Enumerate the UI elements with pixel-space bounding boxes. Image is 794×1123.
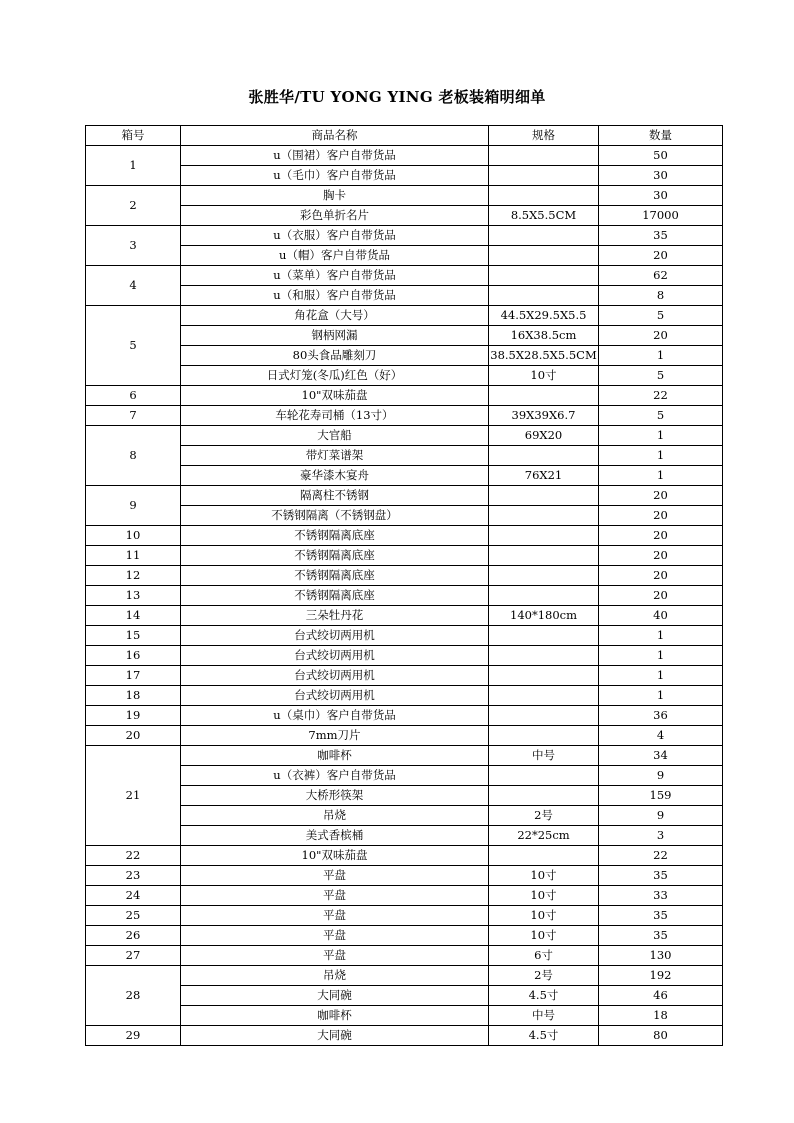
box-number-cell: 17: [86, 666, 181, 686]
table-row: [86, 946, 723, 966]
spec-cell: 140*180cm: [489, 606, 599, 626]
box-number-cell: 27: [86, 946, 181, 966]
table-row: [86, 146, 723, 166]
table-row: [86, 546, 723, 566]
box-number-cell: 24: [86, 886, 181, 906]
spec-cell: 4.5寸: [489, 986, 599, 1006]
quantity-cell: 1: [599, 346, 723, 366]
box-number-cell: 5: [86, 306, 181, 386]
table-row: [86, 846, 723, 866]
spec-cell: [489, 726, 599, 746]
product-name-cell: 台式绞切两用机: [181, 686, 489, 706]
product-name-cell: u（围裙）客户自带货品: [181, 146, 489, 166]
box-number-cell: 8: [86, 426, 181, 486]
spec-cell: 8.5X5.5CM: [489, 206, 599, 226]
quantity-cell: 4: [599, 726, 723, 746]
quantity-cell: 159: [599, 786, 723, 806]
product-name-cell: u（菜单）客户自带货品: [181, 266, 489, 286]
box-number-cell: 20: [86, 726, 181, 746]
header-spec: 规格: [489, 126, 599, 146]
quantity-cell: 33: [599, 886, 723, 906]
product-name-cell: 台式绞切两用机: [181, 666, 489, 686]
product-name-cell: u（和服）客户自带货品: [181, 286, 489, 306]
quantity-cell: 1: [599, 666, 723, 686]
spec-cell: [489, 846, 599, 866]
spec-cell: [489, 186, 599, 206]
table-row: [86, 206, 723, 226]
quantity-cell: 17000: [599, 206, 723, 226]
table-row: [86, 226, 723, 246]
quantity-cell: 35: [599, 906, 723, 926]
quantity-cell: 1: [599, 446, 723, 466]
product-name-cell: 平盘: [181, 926, 489, 946]
box-number-cell: 13: [86, 586, 181, 606]
spec-cell: 38.5X28.5X5.5CM: [489, 346, 599, 366]
quantity-cell: 1: [599, 426, 723, 446]
table-row: [86, 186, 723, 206]
quantity-cell: 36: [599, 706, 723, 726]
box-number-cell: 4: [86, 266, 181, 306]
quantity-cell: 22: [599, 846, 723, 866]
box-number-cell: 25: [86, 906, 181, 926]
spec-cell: [489, 226, 599, 246]
quantity-cell: 30: [599, 166, 723, 186]
product-name-cell: 钢柄网漏: [181, 326, 489, 346]
quantity-cell: 40: [599, 606, 723, 626]
quantity-cell: 1: [599, 686, 723, 706]
box-number-cell: 16: [86, 646, 181, 666]
table-header-row: [86, 126, 723, 146]
box-number-cell: 29: [86, 1026, 181, 1046]
product-name-cell: 车轮花寿司桶（13寸）: [181, 406, 489, 426]
quantity-cell: 50: [599, 146, 723, 166]
quantity-cell: 9: [599, 806, 723, 826]
product-name-cell: 吊烧: [181, 806, 489, 826]
spec-cell: 69X20: [489, 426, 599, 446]
spec-cell: 10寸: [489, 906, 599, 926]
table-row: [86, 506, 723, 526]
product-name-cell: 大同碗: [181, 1026, 489, 1046]
spec-cell: 中号: [489, 1006, 599, 1026]
quantity-cell: 8: [599, 286, 723, 306]
table-row: [86, 886, 723, 906]
table-row: [86, 486, 723, 506]
spec-cell: [489, 646, 599, 666]
box-number-cell: 7: [86, 406, 181, 426]
quantity-cell: 80: [599, 1026, 723, 1046]
table-row: [86, 866, 723, 886]
table-row: [86, 366, 723, 386]
table-row: [86, 966, 723, 986]
product-name-cell: 大同碗: [181, 986, 489, 1006]
spec-cell: 39X39X6.7: [489, 406, 599, 426]
quantity-cell: 5: [599, 366, 723, 386]
product-name-cell: 咖啡杯: [181, 746, 489, 766]
product-name-cell: 美式香槟桶: [181, 826, 489, 846]
table-row: [86, 406, 723, 426]
spec-cell: 16X38.5cm: [489, 326, 599, 346]
header-box-number: 箱号: [86, 126, 181, 146]
spec-cell: [489, 786, 599, 806]
table-row: [86, 606, 723, 626]
table-row: [86, 626, 723, 646]
box-number-cell: 12: [86, 566, 181, 586]
box-number-cell: 22: [86, 846, 181, 866]
product-name-cell: 吊烧: [181, 966, 489, 986]
box-number-cell: 28: [86, 966, 181, 1026]
spec-cell: 10寸: [489, 866, 599, 886]
spec-cell: 44.5X29.5X5.5: [489, 306, 599, 326]
spec-cell: [489, 266, 599, 286]
box-number-cell: 11: [86, 546, 181, 566]
spec-cell: [489, 666, 599, 686]
box-number-cell: 18: [86, 686, 181, 706]
box-number-cell: 3: [86, 226, 181, 266]
table-row: [86, 706, 723, 726]
spec-cell: 4.5寸: [489, 1026, 599, 1046]
quantity-cell: 20: [599, 326, 723, 346]
spec-cell: 10寸: [489, 926, 599, 946]
spec-cell: [489, 626, 599, 646]
table-row: [86, 646, 723, 666]
product-name-cell: 平盘: [181, 886, 489, 906]
product-name-cell: 不锈钢隔离底座: [181, 566, 489, 586]
box-number-cell: 6: [86, 386, 181, 406]
quantity-cell: 20: [599, 506, 723, 526]
product-name-cell: 带灯菜谱架: [181, 446, 489, 466]
product-name-cell: 10"双味茄盘: [181, 386, 489, 406]
product-name-cell: 大桥形筷架: [181, 786, 489, 806]
header-quantity: 数量: [599, 126, 723, 146]
table-row: [86, 906, 723, 926]
table-row: [86, 246, 723, 266]
spec-cell: 76X21: [489, 466, 599, 486]
spec-cell: [489, 166, 599, 186]
quantity-cell: 3: [599, 826, 723, 846]
quantity-cell: 18: [599, 1006, 723, 1026]
quantity-cell: 20: [599, 526, 723, 546]
box-number-cell: 26: [86, 926, 181, 946]
product-name-cell: 台式绞切两用机: [181, 626, 489, 646]
box-number-cell: 19: [86, 706, 181, 726]
product-name-cell: 日式灯笼(冬瓜)红色（好）: [181, 366, 489, 386]
quantity-cell: 5: [599, 406, 723, 426]
product-name-cell: 三朵牡丹花: [181, 606, 489, 626]
quantity-cell: 20: [599, 486, 723, 506]
table-row: [86, 686, 723, 706]
table-row: [86, 746, 723, 766]
product-name-cell: u（桌巾）客户自带货品: [181, 706, 489, 726]
spec-cell: 6寸: [489, 946, 599, 966]
box-number-cell: 10: [86, 526, 181, 546]
quantity-cell: 130: [599, 946, 723, 966]
document-title: 张胜华/TU YONG YING 老板装箱明细单: [248, 88, 546, 106]
table-row: [86, 586, 723, 606]
product-name-cell: 不锈钢隔离底座: [181, 586, 489, 606]
table-row: [86, 666, 723, 686]
table-row: [86, 786, 723, 806]
quantity-cell: 30: [599, 186, 723, 206]
table-row: [86, 306, 723, 326]
product-name-cell: 咖啡杯: [181, 1006, 489, 1026]
spec-cell: 10寸: [489, 886, 599, 906]
box-number-cell: 9: [86, 486, 181, 526]
spec-cell: [489, 506, 599, 526]
spec-cell: 2号: [489, 966, 599, 986]
product-name-cell: 不锈钢隔离底座: [181, 526, 489, 546]
box-number-cell: 23: [86, 866, 181, 886]
product-name-cell: 角花盒（大号）: [181, 306, 489, 326]
product-name-cell: u（帽）客户自带货品: [181, 246, 489, 266]
quantity-cell: 34: [599, 746, 723, 766]
spec-cell: 22*25cm: [489, 826, 599, 846]
spec-cell: [489, 446, 599, 466]
product-name-cell: 不锈钢隔离底座: [181, 546, 489, 566]
quantity-cell: 1: [599, 646, 723, 666]
packing-list-table: [85, 125, 723, 1046]
quantity-cell: 20: [599, 566, 723, 586]
table-row: [86, 1006, 723, 1026]
table-row: [86, 266, 723, 286]
product-name-cell: 平盘: [181, 866, 489, 886]
table-row: [86, 286, 723, 306]
box-number-cell: 1: [86, 146, 181, 186]
table-row: [86, 426, 723, 446]
box-number-cell: 2: [86, 186, 181, 226]
product-name-cell: 平盘: [181, 906, 489, 926]
table-row: [86, 1026, 723, 1046]
spec-cell: [489, 766, 599, 786]
table-row: [86, 346, 723, 366]
quantity-cell: 20: [599, 586, 723, 606]
product-name-cell: 大官船: [181, 426, 489, 446]
spec-cell: [489, 546, 599, 566]
spec-cell: [489, 586, 599, 606]
product-name-cell: 豪华漆木宴舟: [181, 466, 489, 486]
quantity-cell: 192: [599, 966, 723, 986]
spec-cell: [489, 566, 599, 586]
spec-cell: [489, 686, 599, 706]
table-row: [86, 326, 723, 346]
quantity-cell: 22: [599, 386, 723, 406]
product-name-cell: 隔离柱不锈钢: [181, 486, 489, 506]
table-row: [86, 566, 723, 586]
quantity-cell: 46: [599, 986, 723, 1006]
table-row: [86, 766, 723, 786]
product-name-cell: 10"双味茄盘: [181, 846, 489, 866]
product-name-cell: 彩色单折名片: [181, 206, 489, 226]
box-number-cell: 15: [86, 626, 181, 646]
spec-cell: 10寸: [489, 366, 599, 386]
table-row: [86, 726, 723, 746]
box-number-cell: 21: [86, 746, 181, 846]
spec-cell: [489, 526, 599, 546]
product-name-cell: 平盘: [181, 946, 489, 966]
quantity-cell: 20: [599, 546, 723, 566]
quantity-cell: 35: [599, 866, 723, 886]
table-row: [86, 386, 723, 406]
table-body: [86, 146, 723, 1046]
quantity-cell: 1: [599, 626, 723, 646]
header-product-name: 商品名称: [181, 126, 489, 146]
table-row: [86, 446, 723, 466]
table-row: [86, 986, 723, 1006]
product-name-cell: u（毛巾）客户自带货品: [181, 166, 489, 186]
quantity-cell: 9: [599, 766, 723, 786]
quantity-cell: 62: [599, 266, 723, 286]
quantity-cell: 5: [599, 306, 723, 326]
spec-cell: 2号: [489, 806, 599, 826]
spec-cell: [489, 146, 599, 166]
spec-cell: [489, 246, 599, 266]
box-number-cell: 14: [86, 606, 181, 626]
product-name-cell: 不锈钢隔离（不锈钢盘）: [181, 506, 489, 526]
spec-cell: [489, 286, 599, 306]
product-name-cell: u（衣裤）客户自带货品: [181, 766, 489, 786]
quantity-cell: 20: [599, 246, 723, 266]
table-row: [86, 806, 723, 826]
quantity-cell: 35: [599, 226, 723, 246]
table-row: [86, 466, 723, 486]
product-name-cell: 80头食品雕刻刀: [181, 346, 489, 366]
table-row: [86, 526, 723, 546]
product-name-cell: 7mm刀片: [181, 726, 489, 746]
table-row: [86, 166, 723, 186]
spec-cell: [489, 706, 599, 726]
table-row: [86, 926, 723, 946]
table-row: [86, 826, 723, 846]
product-name-cell: 胸卡: [181, 186, 489, 206]
product-name-cell: 台式绞切两用机: [181, 646, 489, 666]
quantity-cell: 1: [599, 466, 723, 486]
quantity-cell: 35: [599, 926, 723, 946]
spec-cell: [489, 486, 599, 506]
spec-cell: 中号: [489, 746, 599, 766]
spec-cell: [489, 386, 599, 406]
product-name-cell: u（衣服）客户自带货品: [181, 226, 489, 246]
